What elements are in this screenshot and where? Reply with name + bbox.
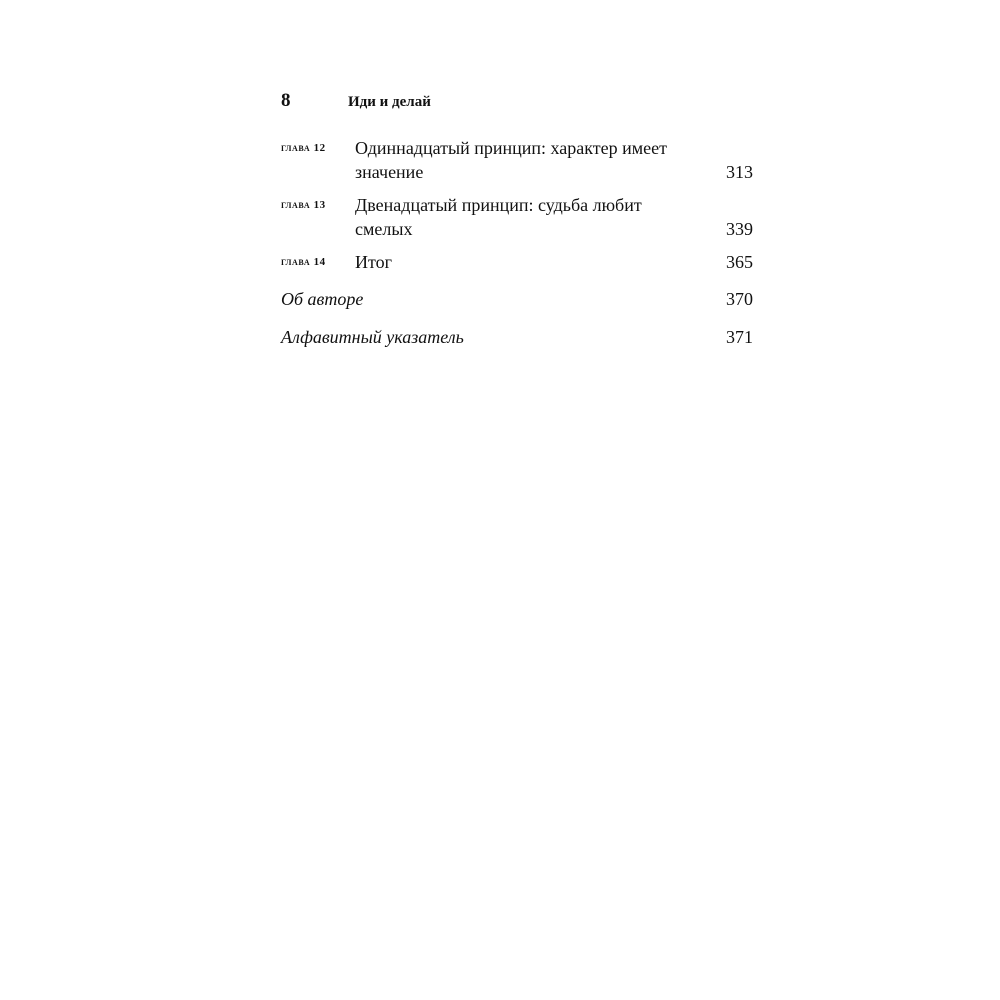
section-page-number: 370 bbox=[726, 289, 753, 309]
chapter-label: глава 13 bbox=[281, 199, 326, 211]
running-head bbox=[281, 88, 761, 114]
section-title: Алфавитный указатель bbox=[281, 327, 464, 347]
chapter-title-line: Итог bbox=[355, 252, 393, 272]
chapter-page-number: 313 bbox=[726, 162, 753, 182]
toc-entry-chapter-13[interactable] bbox=[281, 193, 753, 250]
chapter-title bbox=[355, 250, 705, 274]
chapter-title bbox=[355, 136, 705, 184]
page-number: 8 bbox=[281, 90, 291, 111]
table-of-contents bbox=[281, 136, 753, 355]
section-title: Об авторе bbox=[281, 289, 364, 309]
toc-entry-chapter-14[interactable] bbox=[281, 250, 753, 287]
section-page-number: 371 bbox=[726, 327, 753, 347]
chapter-title-line: Двенадцатый принцип: судьба любит bbox=[355, 195, 642, 215]
chapter-page-number: 339 bbox=[726, 219, 753, 239]
toc-entry-index[interactable] bbox=[281, 325, 753, 355]
chapter-title-line: Одиннадцатый принцип: характер имеет bbox=[355, 138, 667, 158]
book-title: Иди и делай bbox=[348, 94, 431, 110]
chapter-title-line: значение bbox=[355, 162, 424, 182]
chapter-title bbox=[355, 193, 705, 241]
chapter-label: глава 12 bbox=[281, 142, 326, 154]
toc-entry-chapter-12[interactable] bbox=[281, 136, 753, 193]
chapter-label: глава 14 bbox=[281, 256, 326, 268]
chapter-page-number: 365 bbox=[726, 252, 753, 272]
chapter-title-line: смелых bbox=[355, 219, 413, 239]
toc-entry-about-author[interactable] bbox=[281, 287, 753, 325]
